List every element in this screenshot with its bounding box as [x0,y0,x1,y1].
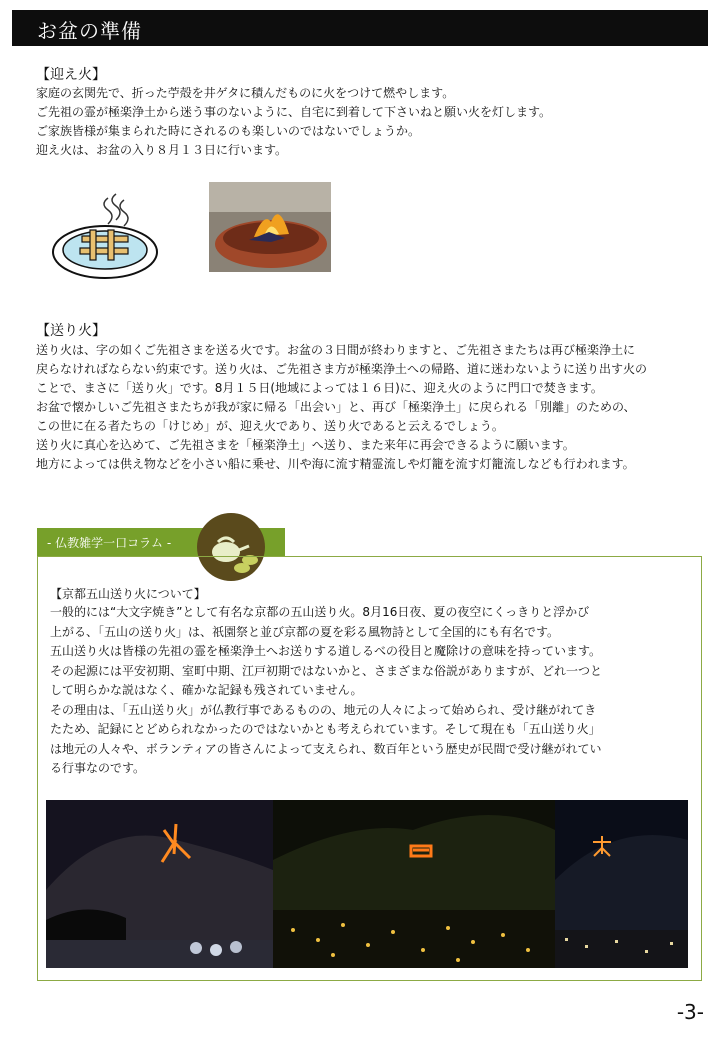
column-text [50,603,602,779]
column-line: は地元の人々や、ボランティアの皆さんによって支えられ、数百年という歴史が民間で受け継がれてい [50,741,602,756]
mukaebi-illustration [50,190,160,280]
okuribi-line: お盆で懐かしいご先祖さまたちが我が家に帰る「出会い」と、再び「極楽浄土」に戻られる「別離」のための、 [36,400,636,414]
okuribi-line: 送り火は、字の如くご先祖さまを送る火です。お盆の３日間が終わりますと、ご先祖さまたちは再び極楽浄土に [36,343,636,357]
column-line: その起源には平安初期、室町中期、江戸初期ではないかと、さまざまな俗説がありますが、どれ一つと [50,663,603,678]
column-tab-label: - 仏教雑学一口コラム - [47,536,172,550]
okuribi-line: 送り火に真心を込めて、ご先祖さまを「極楽浄土」へ送り、また来年に再会できるように願います。 [36,438,575,452]
column-line: その理由は、「五山送り火」が仏教行事であるものの、地元の人々によって始められ、受け継がれてき [50,702,597,717]
column-heading: 【京都五山送り火について】 [50,587,206,601]
okuribi-line: この世に在る者たちの「けじめ」が、迎え火であり、送り火であると云えるでしょう。 [36,419,504,433]
page-number: -3- [676,1000,704,1024]
mukaebi-photo [209,182,331,272]
okuribi-text [36,341,647,474]
column-line: 一般的には“大文字焼き”として有名な京都の五山送り火。8月16日夜、夏の夜空にくっきりと浮かび [50,605,590,619]
column-line: たため、記録にとどめられなかったのではないかとも考えられています。そして現在も「五山送り火」 [50,722,601,736]
mukaebi-line: 家庭の玄関先で、折った苧殻を井ゲタに積んだものに火をつけて燃やします。 [36,86,455,100]
page-header-bar [12,10,708,46]
okuribi-line: ことで、まさに「送り火」です。8月１５日(地域によっては１６日)に、迎え火のように門口で焚きます。 [36,381,603,395]
okuribi-heading: 【送り火】 [36,323,106,339]
lantern-photo [273,800,555,968]
column-line: 上がる、「五山の送り火」は、祇園祭と並び京都の夏を彩る風物詩として全国的にも有名です。 [50,624,560,639]
mukaebi-text [36,84,551,160]
daimonji-photo [46,800,273,968]
mukaebi-line: ご先祖の霊が極楽浄土から迷う事のないように、自宅に到着して下さいねと願い火を灯します。 [36,105,552,119]
column-line: る行事なのです。 [50,761,146,775]
mukaebi-heading: 【迎え火】 [36,67,106,83]
mukaebi-line: ご家族皆様が集まられた時にされるのも楽しいのではないでしょうか。 [36,124,421,138]
column-line: して明らかな説はなく、確かな記録も残されていません。 [50,683,363,697]
mukaebi-line: 迎え火は、お盆の入り８月１３日に行います。 [36,143,288,157]
daimonji-night-photo [555,800,688,968]
column-line: 五山送り火は皆様の先祖の霊を極楽浄土へお送りする道しるべの役目と魔除けの意味を持っています。 [50,644,602,658]
page-title: お盆の準備 [37,19,142,43]
okuribi-line: 地方によっては供え物などを小さい船に乗せ、川や海に流す精霊流しや灯籠を流す灯籠流しなども行われます。 [36,457,635,471]
okuribi-line: 戻らなければならない約束です。送り火は、ご先祖さま方が極楽浄土への帰路、道に迷わないように送り出す火の [36,362,648,376]
